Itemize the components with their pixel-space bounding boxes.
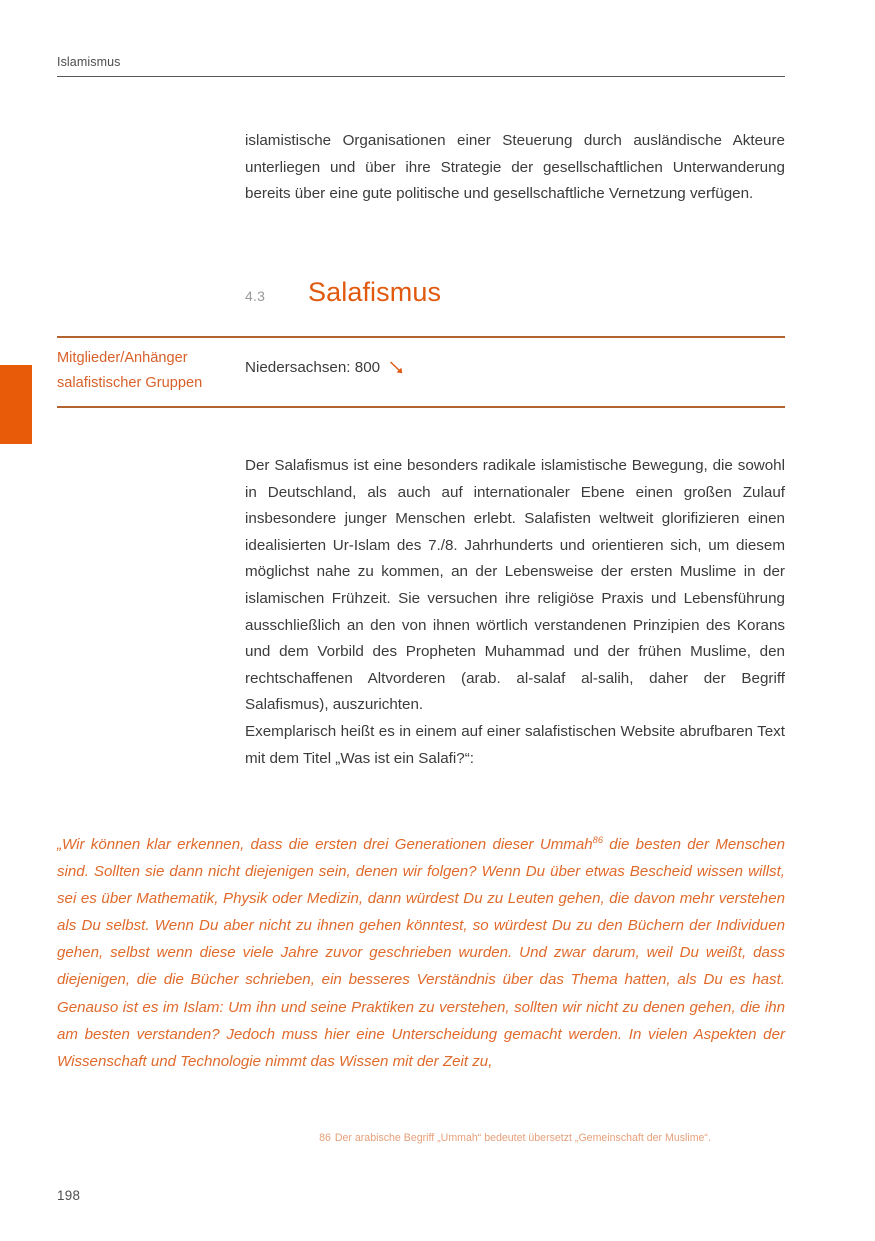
- fact-box-label: Mitglieder/Anhänger salafistischer Gruppen: [57, 350, 203, 391]
- main-paragraph-block: [245, 453, 785, 772]
- section-number: 4.3: [245, 288, 266, 304]
- pull-quote-part-1: „Wir können klar erkennen, dass die ersten drei Generationen dieser Ummah: [57, 836, 593, 853]
- footnote: [245, 1130, 785, 1146]
- footnote-reference: 86: [592, 834, 604, 845]
- intro-paragraph: islamistische Organisationen einer Steuerung durch ausländische Akteure unterliegen und über ihre Strategie der gesellschaftlichen Unterwanderung bereits über eine gute politische und gesellschaftliche Vernetzung verfügen.: [245, 132, 785, 203]
- running-head: [57, 55, 785, 77]
- main-paragraph-1: Der Salafismus ist eine besonders radikale islamistische Bewegung, die sowohl in Deutschland, als auch auf internationaler Ebene einen großen Zulauf insbesondere junger Menschen erlebt. Salafisten weltweit glorifizieren einen idealisierten Ur-Islam des 7./8. Jahrhunderts und orientieren sich, um diesem möglichst nahe zu kommen, an der Lebensweise der ersten Muslime in der islamischen Frühzeit. Sie versuchen ihre religiöse Praxis und Lebensführung ausschließlich an den von ihnen wörtlich verstandenen Prinzipien des Korans und dem Vorbild des Propheten Muhammad und der frühen Muslime, den rechtschaffenen Altvorderen (arab. al-salaf al-salih, daher der Begriff Salafismus), auszurichten.: [245, 457, 785, 714]
- page-number: 198: [57, 1188, 81, 1203]
- intro-paragraph-block: [245, 128, 785, 208]
- pull-quote: [57, 831, 785, 1075]
- footnote-number: 86: [319, 1132, 331, 1144]
- running-head-text: Islamismus: [57, 55, 121, 69]
- chapter-marker-tab: [0, 365, 32, 444]
- section-heading: [245, 277, 785, 308]
- fact-box-value: Niedersachsen: 800: [245, 359, 381, 376]
- section-title: Salafismus: [308, 277, 442, 307]
- pull-quote-part-2: die besten der Menschen sind. Sollten sie dann nicht diejenigen sein, denen wir folgen? Wenn Du über etwas Bescheid wissen willst, sei es über Mathematik, Physik oder Medizin, dann würdest Du zu Leuten gehen, die davon mehr verstehen als Du selbst. Wenn Du aber nicht zu ihnen gehen könntest, so würdest Du zu den Büchern der Individuen gehen, selbst wenn diese viele Jahre zuvor geschrieben wurden. Und zwar darum, weil Du weißt, dass diejenigen, die die Bücher schrieben, ein besseres Verständnis über das Thema hatten, als Du es hast. Genauso ist es im Islam: Um ihn und seine Praktiken zu verstehen, sollten wir nicht zu denen gehen, die ihn am besten verstanden? Jedoch muss hier eine Unterscheidung gemacht werden. In vielen Aspekten der Wissenschaft und Technologie nimmt das Wissen mit der Zeit zu,: [57, 836, 785, 1070]
- fact-box-value-group: [245, 346, 785, 376]
- footnote-text: Der arabische Begriff „Ummah“ bedeutet übersetzt „Gemeinschaft der Muslime“.: [334, 1132, 711, 1144]
- fact-box-content: [57, 338, 785, 406]
- main-paragraph-2: Exemplarisch heißt es in einem auf einer salafistischen Website abrufbaren Text mit dem Titel „Was ist ein Salafi?“:: [245, 722, 785, 767]
- arrow-down-right-icon: [389, 360, 404, 375]
- running-head-divider: [57, 76, 785, 77]
- fact-box: [57, 336, 785, 408]
- fact-box-bottom-rule: [57, 406, 785, 408]
